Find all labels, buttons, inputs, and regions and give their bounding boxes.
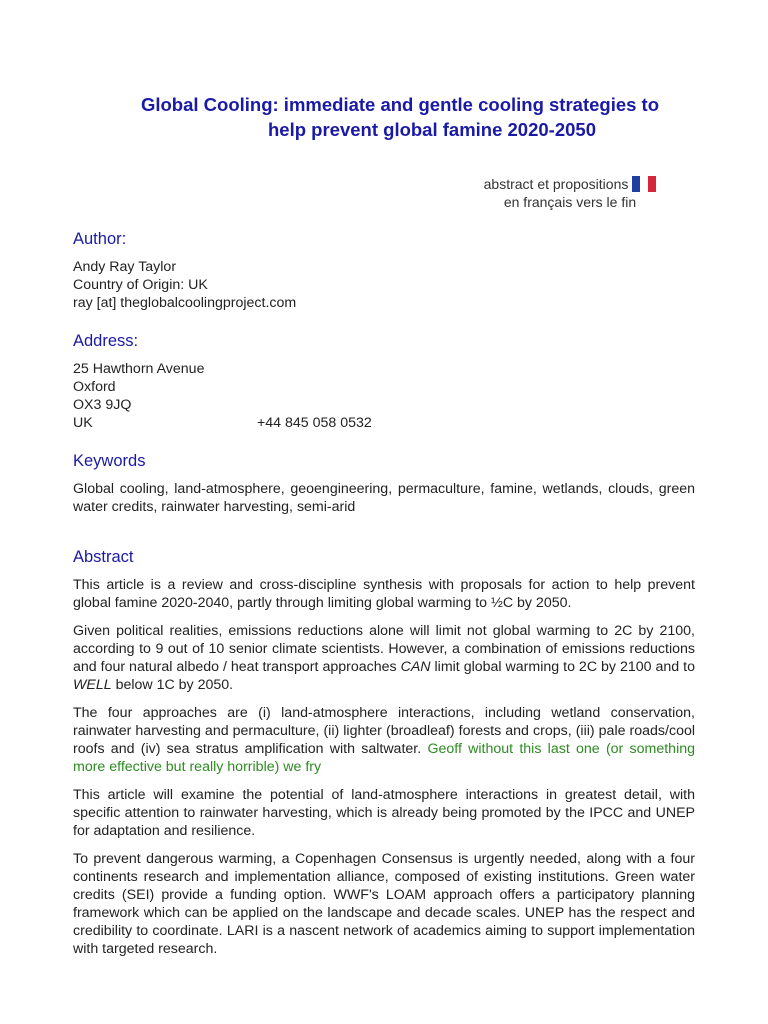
- author-email: ray [at] theglobalcoolingproject.com: [73, 295, 297, 311]
- address-phone: +44 845 058 0532: [257, 415, 372, 431]
- address-country-row: [73, 414, 695, 432]
- french-note-line-2: en français vers le fin: [503, 194, 637, 210]
- document-title: [90, 92, 710, 142]
- author-block: [73, 258, 695, 312]
- address-country: UK: [73, 415, 93, 431]
- address-block: [73, 360, 695, 432]
- abstract-paragraph-3: The four approaches are (i) land-atmosphere interactions, including wetland conservation, rainwater harvesting and permaculture, (ii) lighter (broadleaf) forests and crops, (iii) pale roads/cool roofs and (iv) sea stratus amplification with saltwater. Geoff without this last one (or something more effective but really horrible) we fry: [73, 705, 695, 775]
- address-postcode: OX3 9JQ: [73, 397, 132, 413]
- author-country: Country of Origin: UK: [73, 277, 208, 293]
- french-note: [470, 175, 670, 211]
- address-heading: Address:: [73, 332, 139, 350]
- french-flag-icon: [632, 176, 656, 192]
- abstract-paragraph-2: Given political realities, emissions reductions alone will limit not global warming to 2C by 2100, according to 9 out of 10 senior climate scientists. However, a combination of emissions reductions and four natural albedo / heat transport approaches CAN limit global warming to 2C by 2100 and to WELL below 1C by 2050.: [73, 623, 696, 693]
- abstract-paragraph-4: This article will examine the potential of land-atmosphere interactions in greatest detail, with specific attention to rainwater harvesting, which is already being promoted by the IPCC and UNEP for adaptation and resilience.: [73, 787, 695, 839]
- keywords-heading: Keywords: [73, 452, 146, 470]
- title-line-2: help prevent global famine 2020-2050: [268, 119, 596, 140]
- author-name: Andy Ray Taylor: [73, 259, 177, 275]
- editor-note: Geoff without this last one (or something more effective but really horrible) we fry: [73, 741, 695, 775]
- address-city: Oxford: [73, 379, 116, 395]
- abstract-paragraph-5: To prevent dangerous warming, a Copenhagen Consensus is urgently needed, along with a four continents research and implementation alliance, composed of existing institutions. Green water credits (SEI) provide a funding option. WWF's LOAM approach offers a participatory planning framework which can be applied on the landscape and decade scales. UNEP has the respect and credibility to coordinate. LARI is a nascent network of academics aiming to support implementation with targeted research.: [73, 851, 695, 957]
- address-street: 25 Hawthorn Avenue: [73, 361, 205, 377]
- french-note-line-1: abstract et propositions: [483, 176, 629, 192]
- keywords-text: Global cooling, land-atmosphere, geoengineering, permaculture, famine, wetlands, clouds, green water credits, rainwater harvesting, semi-arid: [73, 481, 695, 515]
- abstract-heading: Abstract: [73, 548, 134, 566]
- document-body: [73, 228, 695, 958]
- title-line-1: Global Cooling: immediate and gentle cooling strategies to: [140, 94, 660, 115]
- author-heading: Author:: [73, 230, 127, 248]
- abstract-paragraph-1: This article is a review and cross-discipline synthesis with proposals for action to help prevent global famine 2020-2040, partly through limiting global warming to ½C by 2050.: [73, 577, 695, 611]
